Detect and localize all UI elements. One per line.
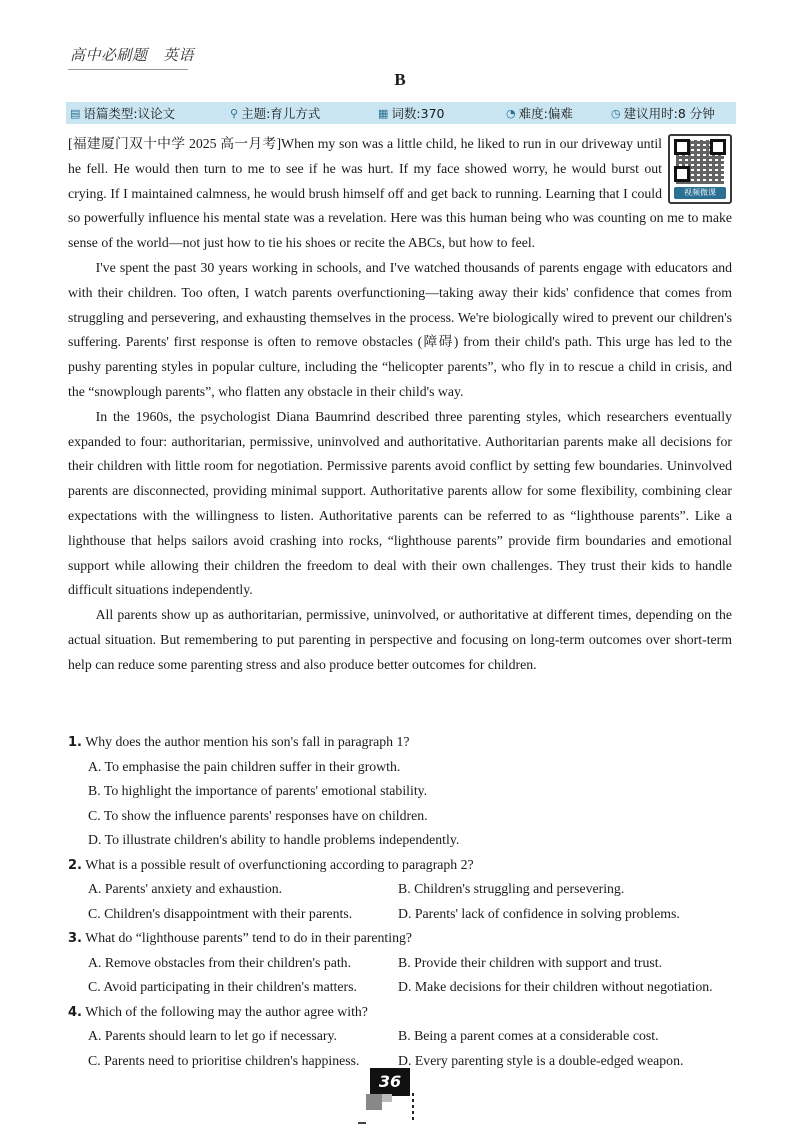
- search-icon: ⚲: [230, 106, 239, 120]
- info-difficulty: [506, 104, 573, 122]
- page-decoration: [366, 1094, 382, 1110]
- info-topic-text: 主题:育儿方式: [241, 106, 321, 121]
- option-a[interactable]: A. Remove obstacles from their children's path.: [88, 954, 352, 970]
- option-d[interactable]: D. Make decisions for their children without negotiation.: [398, 979, 713, 994]
- question-number: 2.: [68, 857, 82, 873]
- document-icon: ▤: [70, 106, 81, 120]
- question-list: [68, 730, 732, 1073]
- question-stem: [68, 1000, 732, 1025]
- info-time: [611, 104, 715, 122]
- qr-code[interactable]: [668, 134, 732, 204]
- qr-finder-icon: [710, 139, 726, 155]
- question-4: [68, 1000, 732, 1074]
- list-icon: ▦: [378, 106, 389, 120]
- info-words: [378, 104, 444, 122]
- qr-finder-icon: [674, 166, 690, 182]
- page-number: 36: [370, 1068, 410, 1096]
- option-d[interactable]: D. Parents' lack of confidence in solving problems.: [398, 905, 680, 921]
- option-b[interactable]: B. To highlight the importance of parents' emotional stability.: [88, 783, 428, 798]
- info-words-text: 词数:370: [391, 106, 445, 121]
- option-d[interactable]: D. Every parenting style is a double-edged weapon.: [398, 1052, 684, 1068]
- option-a[interactable]: A. Parents' anxiety and exhaustion.: [88, 881, 283, 896]
- option-c[interactable]: C. To show the influence parents' responses have on children.: [88, 807, 428, 823]
- option-b[interactable]: B. Provide their children with support and trust.: [398, 954, 663, 970]
- option-c[interactable]: C. Parents need to prioritise children's happiness.: [88, 1052, 360, 1068]
- option-d[interactable]: D. To illustrate children's ability to handle problems independently.: [88, 832, 460, 847]
- book-title: 高中必刷题 英语: [70, 46, 195, 64]
- info-topic: [230, 104, 320, 122]
- paragraph-2: I've spent the past 30 years working in schools, and I've watched thousands of parents engage with educators and with their children. Too often, I watch parents overfunctioning—taking away their kids' confidence that comes from struggling and persevering, and exhausting themselves in the process. We're biologically wired to prevent our children's suffering. Parents' first response is often to remove obstacles (障碍) from their child's path. This urge has led to the pushy parenting styles in popular culture, including the “helicopter parents”, who fly in to rescue a child in crisis, and the “snowplough parents”, who flatten any obstacle in their child's way.: [68, 259, 732, 399]
- question-2: [68, 853, 732, 927]
- qr-finder-icon: [674, 139, 690, 155]
- info-bar: [66, 102, 736, 124]
- gauge-icon: ◔: [506, 106, 516, 120]
- clock-icon: ◷: [611, 106, 621, 120]
- page-decoration: [382, 1094, 392, 1102]
- info-time-text: 建议用时:8 分钟: [623, 106, 715, 121]
- info-genre-text: 语篇类型:议论文: [83, 106, 176, 121]
- question-number: 3.: [68, 931, 82, 946]
- paragraph-3: In the 1960s, the psychologist Diana Baumrind described three parenting styles, which researchers eventually expanded to four: authoritarian, permissive, uninvolved and authoritative. Authoritarian parents make all decisions for their children with little room for negotiation. Permissive parents avoid conflict by setting few boundaries. Uninvolved parents are disconnected, providing minimal support. Authoritative parents allow for some flexibility, combining clear expectations with the willingness to listen. Authoritative parents can be referred to as “lighthouse parents”. Like a lighthouse that helps sailors avoid crashing into rocks, “lighthouse parents” provide firm boundaries and emotional support while allowing their children the freedom to deal with their own challenges. They trust their kids to handle difficult situations independently.: [68, 408, 732, 598]
- paragraph-4: All parents show up as authoritarian, permissive, uninvolved, or authoritative at different times, depending on the actual situation. But remembering to put parenting in perspective and focusing on long-term outcomes over short-term help can reduce some parenting stress and also produce better outcomes for children.: [68, 607, 732, 672]
- info-genre: [70, 104, 175, 122]
- option-a[interactable]: A. To emphasise the pain children suffer in their growth.: [88, 758, 401, 774]
- question-stem: [68, 926, 732, 951]
- paragraph-1-text: When my son was a little child, he liked to run in our driveway until he fell. He would then turn to me to see if he was hurt. If my face showed worry, he would burst out crying. If I maintained calmness, he would brush himself off and get back to running. Learning that I could so powerfully influence his mental state was a revelation. Here was this human being who was counting on me to make sense of the world—not just how to tie his shoes or recite the ABCs, but how to feel.: [68, 136, 732, 251]
- question-stem: [68, 730, 732, 755]
- question-text: Why does the author mention his son's fall in paragraph 1?: [85, 734, 410, 749]
- info-difficulty-text: 难度:偏难: [518, 106, 573, 121]
- question-1: [68, 730, 732, 853]
- option-c[interactable]: C. Avoid participating in their children's matters.: [88, 979, 357, 994]
- option-c[interactable]: C. Children's disappointment with their parents.: [88, 905, 353, 921]
- question-3: [68, 926, 732, 1000]
- question-text: What is a possible result of overfunctioning according to paragraph 2?: [85, 856, 474, 872]
- option-a[interactable]: A. Parents should learn to let go if necessary.: [88, 1028, 337, 1043]
- question-number: 4.: [68, 1004, 82, 1020]
- qr-video-label: 视频微课: [674, 187, 726, 199]
- question-text: What do “lighthouse parents” tend to do in their parenting?: [85, 930, 413, 945]
- question-text: Which of the following may the author agree with?: [85, 1003, 368, 1019]
- question-number: 1.: [68, 735, 82, 750]
- question-stem: [68, 853, 732, 878]
- reading-passage: [68, 132, 732, 678]
- page-decoration: [358, 1122, 366, 1124]
- option-b[interactable]: B. Children's struggling and persevering.: [398, 881, 625, 896]
- paragraph-1: [68, 132, 732, 256]
- page-decoration: [412, 1092, 414, 1120]
- source-label: [福建厦门双十中学 2025 高一月考]: [68, 136, 282, 151]
- option-b[interactable]: B. Being a parent comes at a considerable cost.: [398, 1028, 659, 1043]
- section-letter: B: [394, 70, 406, 89]
